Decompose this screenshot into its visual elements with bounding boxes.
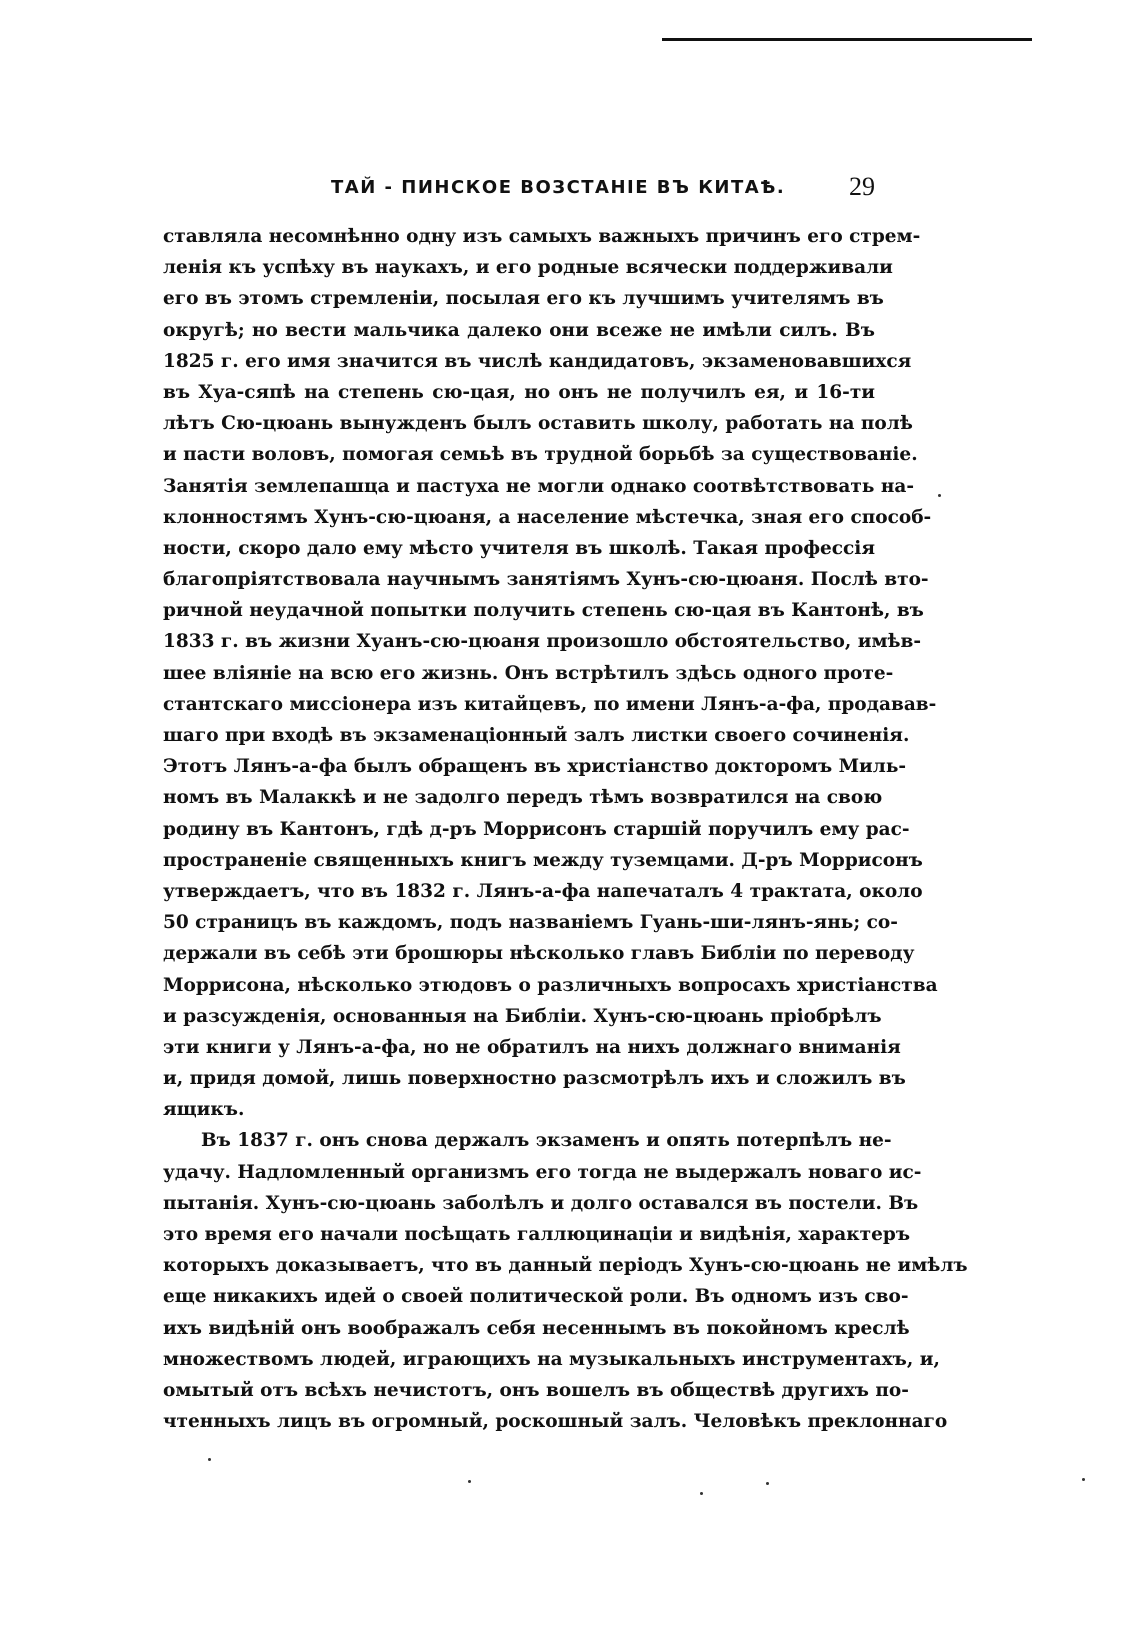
text-line: 1833 г. въ жизни Хуанъ-сю-цюаня произошло обстоятельство, имѣв- xyxy=(163,631,922,653)
text-line: ставляла несомнѣнно одну изъ самыхъ важныхъ причинъ его стрем- xyxy=(163,226,921,247)
text-line: его въ этомъ стремленіи, посылая его къ лучшимъ учителямъ въ xyxy=(163,288,884,310)
scan-speck xyxy=(1082,1478,1085,1481)
body-text xyxy=(163,221,968,1437)
text-line: пытанія. Хунъ-сю-цюань заболѣлъ и долго оставался въ постели. Въ xyxy=(163,1192,919,1214)
scan-speck xyxy=(766,1482,769,1485)
text-line: ленія къ успѣху въ наукахъ, и его родные всячески поддерживали xyxy=(163,257,893,279)
text-line: ности, скоро дало ему мѣсто учителя въ школѣ. Такая профессія xyxy=(163,537,875,559)
text-line: 1825 г. его имя значится въ числѣ кандидатовъ, экзаменовавшихся xyxy=(163,350,912,372)
running-title: ТАЙ - ПИНСКОЕ ВОЗСТАНІЕ ВЪ КИТАѢ. xyxy=(331,177,786,198)
top-rule xyxy=(662,38,1032,41)
text-line: еще никакихъ идей о своей политической роли. Въ одномъ изъ сво- xyxy=(163,1286,909,1308)
text-line-paragraph-start: Въ 1837 г. онъ снова держалъ экзаменъ и опять потерпѣлъ не- xyxy=(201,1130,892,1152)
text-line: множествомъ людей, играющихъ на музыкальныхъ инструментахъ, и, xyxy=(163,1348,940,1370)
text-line: ихъ видѣній онъ воображалъ себя несеннымъ въ покойномъ креслѣ xyxy=(163,1317,910,1339)
running-head xyxy=(163,170,875,206)
scan-speck xyxy=(468,1480,471,1483)
text-line: эти книги у Лянъ-а-фа, но не обратилъ на нихъ должнаго вниманія xyxy=(163,1036,901,1058)
text-line: и пасти воловъ, помогая семьѣ въ трудной борьбѣ за существованіе. xyxy=(163,444,918,466)
scan-speck xyxy=(938,494,941,497)
text-line: утверждаетъ, что въ 1832 г. Лянъ-а-фа напечаталъ 4 трактата, около xyxy=(163,880,923,902)
text-line: и разсужденія, основанныя на Библіи. Хунъ-сю-цюань пріобрѣлъ xyxy=(163,1005,882,1027)
text-line: Моррисона, нѣсколько этюдовъ о различныхъ вопросахъ христіанства xyxy=(163,974,938,996)
text-line: номъ въ Малаккѣ и не задолго передъ тѣмъ возвратился на свою xyxy=(163,787,883,809)
text-line: ричной неудачной попытки получить степень сю-цая въ Кантонѣ, въ xyxy=(163,600,924,622)
scan-speck xyxy=(208,1458,211,1461)
text-line-paragraph-end: ящикъ. xyxy=(163,1099,245,1121)
text-line: шее вліяніе на всю его жизнь. Онъ встрѣтилъ здѣсь одного проте- xyxy=(163,662,894,684)
text-line: которыхъ доказываетъ, что въ данный періодъ Хунъ-сю-цюань не имѣлъ xyxy=(163,1255,968,1277)
text-line: родину въ Кантонъ, гдѣ д-ръ Моррисонъ старшій поручилъ ему рас- xyxy=(163,818,910,840)
text-line: Этотъ Лянъ-а-фа былъ обращенъ въ христіанство докторомъ Миль- xyxy=(163,756,907,778)
text-line: шаго при входѣ въ экзаменаціонный залъ листки своего сочиненія. xyxy=(163,725,910,746)
text-line: клонностямъ Хунъ-сю-цюаня, а население мѣстечка, зная его способ- xyxy=(163,506,932,528)
text-line: удачу. Надломленный организмъ его тогда не выдержалъ новаго ис- xyxy=(163,1161,922,1183)
text-line: Занятія землепашца и пастуха не могли однако соотвѣтствовать на- xyxy=(163,475,915,497)
text-line: лѣтъ Сю-цюань вынужденъ былъ оставить школу, работать на полѣ xyxy=(163,413,913,435)
text-line: пространеніе священныхъ книгъ между туземцами. Д-ръ Моррисонъ xyxy=(163,849,923,871)
text-line: 50 страницъ въ каждомъ, подъ названіемъ Гуань-ши-лянъ-янь; со- xyxy=(163,912,898,934)
text-line: и, придя домой, лишь поверхностно разсмотрѣлъ ихъ и сложилъ въ xyxy=(163,1068,906,1090)
text-line: стантскаго миссіонера изъ китайцевъ, по имени Лянъ-а-фа, продавав- xyxy=(163,693,937,715)
text-line: округѣ; но вести мальчика далеко они всеже не имѣли силъ. Въ xyxy=(163,319,875,341)
text-line: чтенныхъ лицъ въ огромный, роскошный залъ. Человѣкъ преклоннаго xyxy=(163,1411,948,1433)
text-line: омытый отъ всѣхъ нечистотъ, онъ вошелъ въ обществѣ другихъ по- xyxy=(163,1379,909,1401)
text-line: это время его начали посѣщать галлюцинаціи и видѣнія, характеръ xyxy=(163,1224,911,1245)
text-line: въ Хуа-сяпѣ на степень сю-цая, но онъ не получилъ ея, и 16-ти xyxy=(163,381,875,403)
text-line: держали въ себѣ эти брошюры нѣсколько главъ Библіи по переводу xyxy=(163,943,915,965)
text-line: благопріятствовала научнымъ занятіямъ Хунъ-сю-цюаня. Послѣ вто- xyxy=(163,569,929,591)
page-number: 29 xyxy=(849,172,875,201)
scan-speck xyxy=(700,1492,703,1495)
